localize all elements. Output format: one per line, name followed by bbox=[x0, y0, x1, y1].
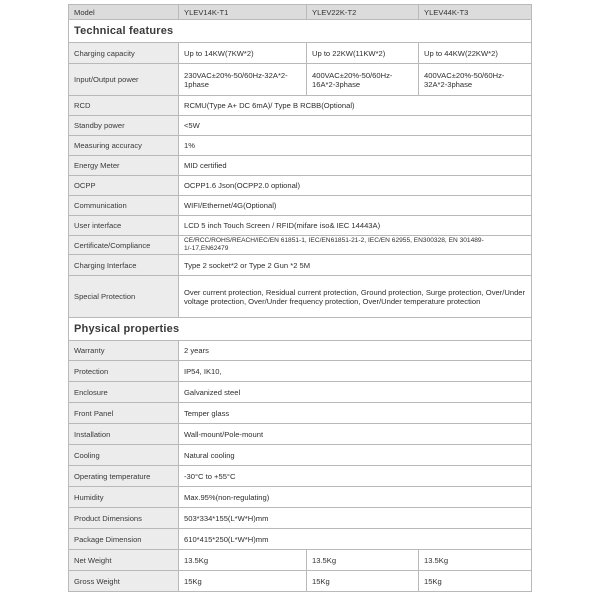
model-label: Model bbox=[69, 5, 179, 20]
model-name: YLEV14K-T1 bbox=[179, 5, 307, 20]
spec-label: Enclosure bbox=[69, 382, 179, 403]
spec-value: 15Kg bbox=[179, 571, 307, 592]
spec-value: 400VAC±20%-50/60Hz-32A*2-3phase bbox=[419, 64, 532, 96]
spec-value: 230VAC±20%-50/60Hz-32A*2-1phase bbox=[179, 64, 307, 96]
spec-row bbox=[69, 445, 532, 466]
spec-label: Humidity bbox=[69, 487, 179, 508]
spec-value: Natural cooling bbox=[179, 445, 532, 466]
spec-label: Installation bbox=[69, 424, 179, 445]
spec-value: Up to 44KW(22KW*2) bbox=[419, 43, 532, 64]
spec-row bbox=[69, 508, 532, 529]
spec-value: IP54, IK10, bbox=[179, 361, 532, 382]
spec-value: RCMU(Type A+ DC 6mA)/ Type B RCBB(Optional) bbox=[179, 96, 532, 116]
spec-label: Cooling bbox=[69, 445, 179, 466]
section-heading-row bbox=[69, 20, 532, 43]
spec-value: WIFI/Ethernet/4G(Optional) bbox=[179, 196, 532, 216]
spec-label: OCPP bbox=[69, 176, 179, 196]
spec-value: 15Kg bbox=[419, 571, 532, 592]
spec-value: Up to 22KW(11KW*2) bbox=[307, 43, 419, 64]
spec-label: Input/Output power bbox=[69, 64, 179, 96]
spec-value: OCPP1.6 Json(OCPP2.0 optional) bbox=[179, 176, 532, 196]
spec-label: Net Weight bbox=[69, 550, 179, 571]
spec-value: Type 2 socket*2 or Type 2 Gun *2 5M bbox=[179, 255, 532, 276]
spec-label: Operating temperature bbox=[69, 466, 179, 487]
spec-value: <5W bbox=[179, 116, 532, 136]
spec-value: 13.5Kg bbox=[419, 550, 532, 571]
spec-row bbox=[69, 136, 532, 156]
spec-value: Max.95%(non-regulating) bbox=[179, 487, 532, 508]
spec-value: 610*415*250(L*W*H)mm bbox=[179, 529, 532, 550]
spec-value: CE/RCC/ROHS/REACH/IEC/EN 61851-1, IEC/EN61851-21-2, IEC/EN 62955, EN300328, EN 301489-1/-17,EN62479 bbox=[179, 236, 532, 255]
spec-label: Warranty bbox=[69, 341, 179, 361]
spec-row bbox=[69, 466, 532, 487]
spec-label: Communication bbox=[69, 196, 179, 216]
spec-value: Over current protection, Residual current protection, Ground protection, Surge protection, Over/Under voltage protection, Over/Under frequency protection, Over/Under temperature protection bbox=[179, 276, 532, 318]
spec-value: -30°C to +55°C bbox=[179, 466, 532, 487]
spec-row bbox=[69, 571, 532, 592]
spec-label: Charging capacity bbox=[69, 43, 179, 64]
spec-label: RCD bbox=[69, 96, 179, 116]
spec-row bbox=[69, 43, 532, 64]
spec-label: Energy Meter bbox=[69, 156, 179, 176]
spec-value: 400VAC±20%-50/60Hz-16A*2-3phase bbox=[307, 64, 419, 96]
spec-row bbox=[69, 255, 532, 276]
spec-row bbox=[69, 276, 532, 318]
spec-label: Special Protection bbox=[69, 276, 179, 318]
spec-row bbox=[69, 156, 532, 176]
spec-value: LCD 5 inch Touch Screen / RFID(mifare iso& IEC 14443A) bbox=[179, 216, 532, 236]
spec-value: 13.5Kg bbox=[307, 550, 419, 571]
spec-row bbox=[69, 529, 532, 550]
section-title: Technical features bbox=[69, 20, 532, 43]
spec-row bbox=[69, 236, 532, 255]
spec-value: 503*334*155(L*W*H)mm bbox=[179, 508, 532, 529]
spec-value: 2 years bbox=[179, 341, 532, 361]
spec-label: Certificate/Compliance bbox=[69, 236, 179, 255]
spec-label: Charging Interface bbox=[69, 255, 179, 276]
spec-row bbox=[69, 424, 532, 445]
spec-label: Measuring accuracy bbox=[69, 136, 179, 156]
spec-row bbox=[69, 487, 532, 508]
spec-row bbox=[69, 96, 532, 116]
spec-value: 13.5Kg bbox=[179, 550, 307, 571]
spec-label: Gross Weight bbox=[69, 571, 179, 592]
spec-value: 1% bbox=[179, 136, 532, 156]
section-heading-row bbox=[69, 318, 532, 341]
spec-row bbox=[69, 196, 532, 216]
spec-value: MID certified bbox=[179, 156, 532, 176]
spec-value: Up to 14KW(7KW*2) bbox=[179, 43, 307, 64]
section-title: Physical properties bbox=[69, 318, 532, 341]
spec-value: Galvanized steel bbox=[179, 382, 532, 403]
spec-value: Temper glass bbox=[179, 403, 532, 424]
spec-row bbox=[69, 64, 532, 96]
spec-value: 15Kg bbox=[307, 571, 419, 592]
spec-value: Wall-mount/Pole-mount bbox=[179, 424, 532, 445]
spec-row bbox=[69, 341, 532, 361]
spec-label: Front Panel bbox=[69, 403, 179, 424]
spec-label: Protection bbox=[69, 361, 179, 382]
spec-row bbox=[69, 550, 532, 571]
spec-row bbox=[69, 361, 532, 382]
model-name: YLEV44K-T3 bbox=[419, 5, 532, 20]
spec-label: Package Dimension bbox=[69, 529, 179, 550]
spec-label: User interface bbox=[69, 216, 179, 236]
spec-row bbox=[69, 216, 532, 236]
spec-table bbox=[68, 4, 532, 592]
spec-row bbox=[69, 116, 532, 136]
spec-label: Product Dimensions bbox=[69, 508, 179, 529]
spec-row bbox=[69, 382, 532, 403]
header-row bbox=[69, 5, 532, 20]
spec-label: Standby power bbox=[69, 116, 179, 136]
model-name: YLEV22K-T2 bbox=[307, 5, 419, 20]
spec-row bbox=[69, 403, 532, 424]
spec-row bbox=[69, 176, 532, 196]
